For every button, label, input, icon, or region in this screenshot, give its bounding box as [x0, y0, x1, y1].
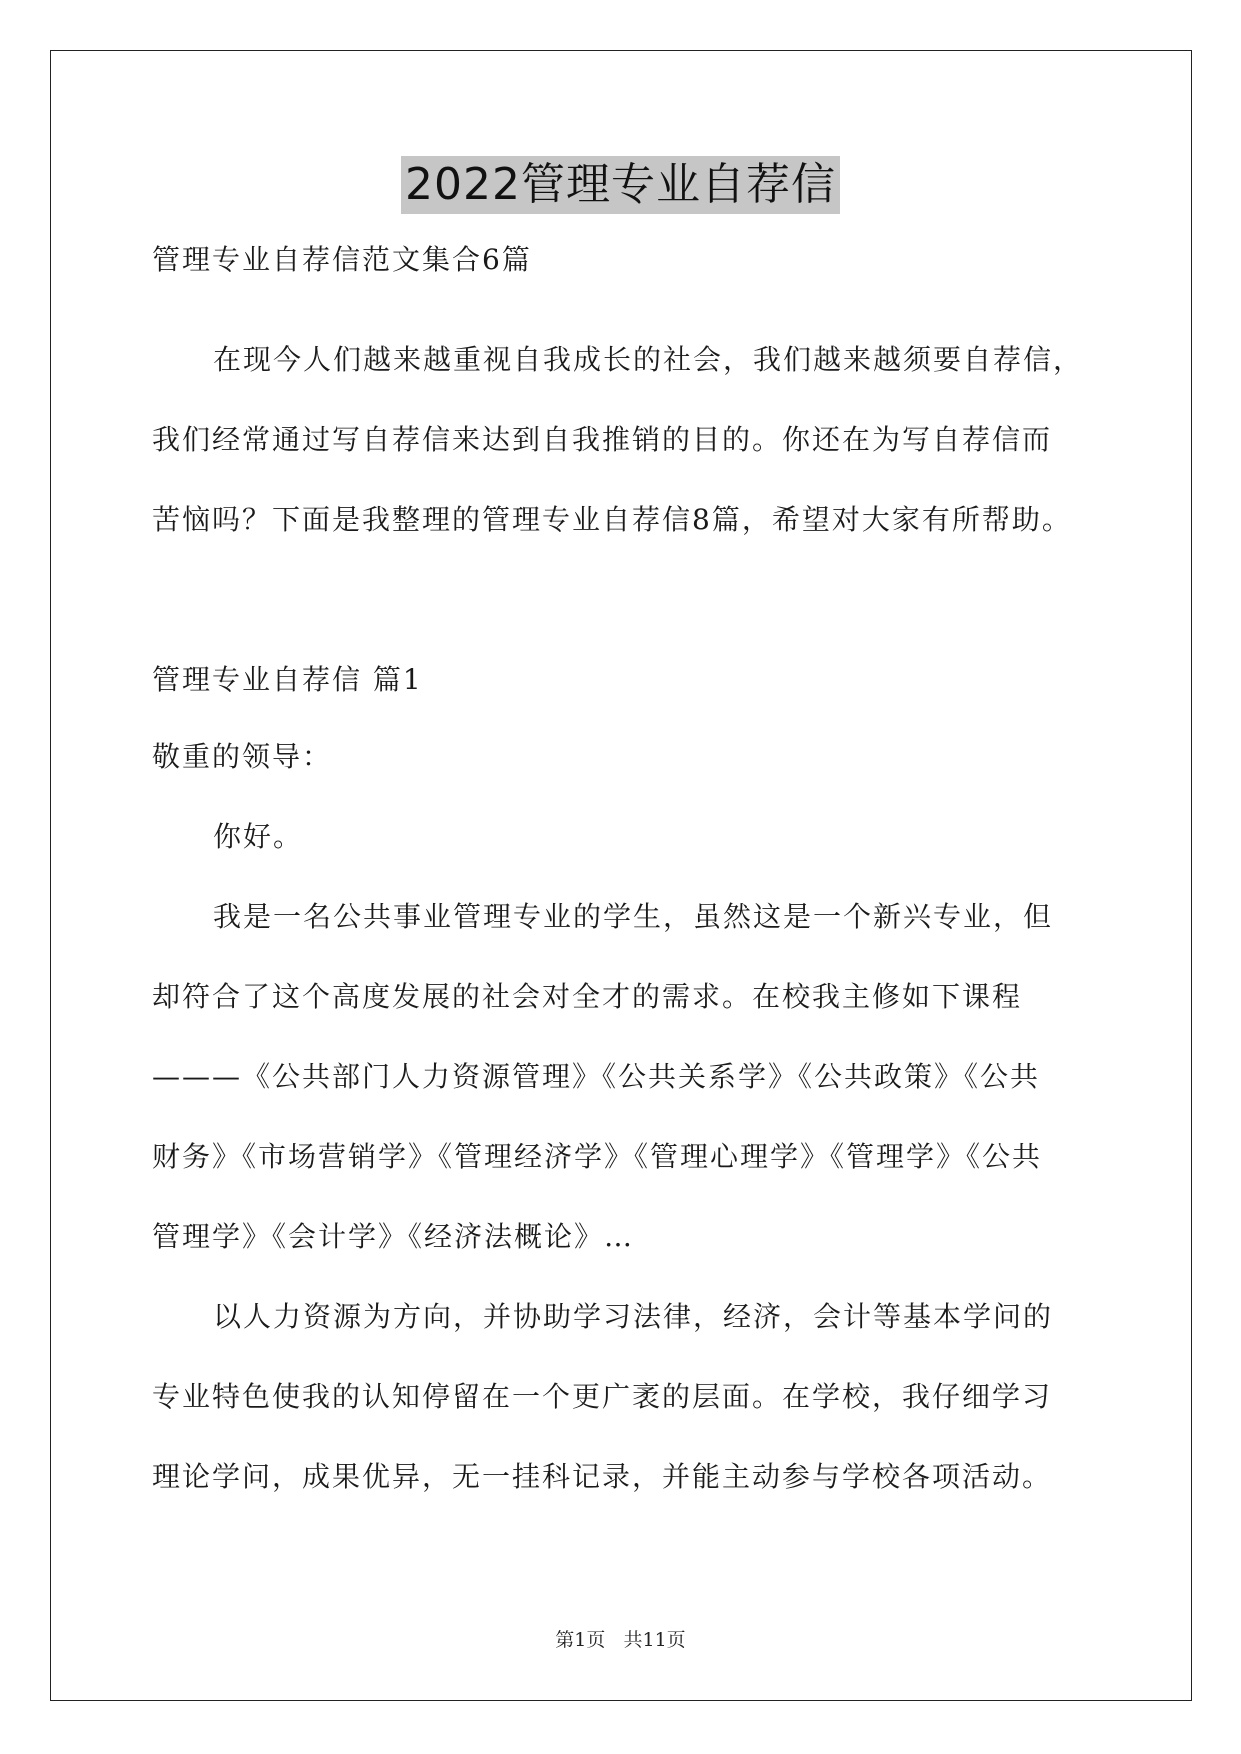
greeting: 你好。	[213, 820, 304, 853]
body-line-3: ———《公共部门人力资源管理》《公共关系学》《公共政策》《公共	[152, 1060, 1041, 1093]
page-border	[50, 50, 1192, 1701]
document-title: 2022管理专业自荐信	[401, 156, 840, 214]
body-line-7: 专业特色使我的认知停留在一个更广袤的层面。在学校，我仔细学习	[152, 1380, 1053, 1413]
salutation: 敬重的领导：	[152, 740, 333, 773]
body-line-2: 却符合了这个高度发展的社会对全才的需求。在校我主修如下课程	[152, 980, 1023, 1013]
subtitle: 管理专业自荐信范文集合6篇	[152, 243, 532, 276]
intro-line-2: 我们经常通过写自荐信来达到自我推销的目的。你还在为写自荐信而	[152, 423, 1053, 456]
body-line-8: 理论学问，成果优异，无一挂科记录，并能主动参与学校各项活动。	[152, 1460, 1053, 1493]
body-line-1: 我是一名公共事业管理专业的学生，虽然这是一个新兴专业，但	[213, 900, 1054, 933]
page-number: 第1页 共11页	[555, 1629, 686, 1651]
body-line-5: 管理学》《会计学》《经济法概论》…	[152, 1220, 635, 1253]
intro-line-3: 苦恼吗？下面是我整理的管理专业自荐信8篇，希望对大家有所帮助。	[152, 503, 1072, 536]
section-heading: 管理专业自荐信 篇1	[152, 663, 423, 696]
intro-line-1: 在现今人们越来越重视自我成长的社会，我们越来越须要自荐信，	[213, 343, 1084, 376]
body-line-6: 以人力资源为方向，并协助学习法律，经济，会计等基本学问的	[213, 1300, 1054, 1333]
page-footer	[0, 1628, 1241, 1652]
body-line-4: 财务》《市场营销学》《管理经济学》《管理心理学》《管理学》《公共	[152, 1140, 1043, 1173]
